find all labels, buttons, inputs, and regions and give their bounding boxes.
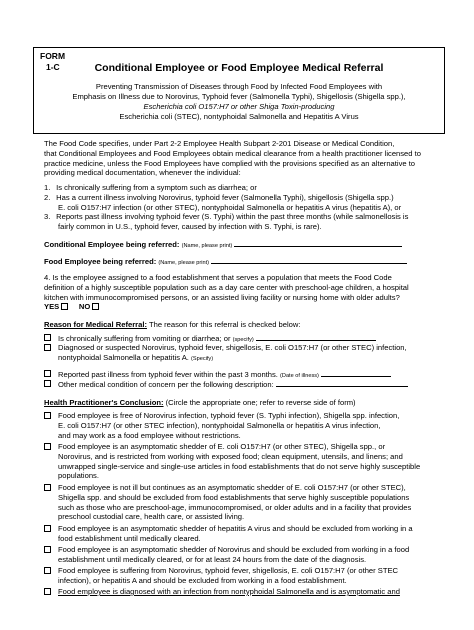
yes-no-row: [44, 302, 448, 312]
conclusion-item: Food employee is free of Norovirus infection, typhoid fever (S. Typhi infection), Shigella spp. infection, E. coli O157:H7 (or other STEC infection), nontyphoidal Salmonella or hepatitis A virus infection, and may work as a food employee without restrictions.: [44, 411, 448, 440]
conclusion-checkbox[interactable]: [44, 525, 51, 532]
page-title: Conditional Employee or Food Employee Medical Referral: [94, 62, 384, 74]
conclusion-checkbox[interactable]: [44, 412, 51, 419]
referral-item: Diagnosed or suspected Norovirus, typhoid fever, shigellosis, E. coli O157:H7 (or other STEC) infection, nontyphoidal Salmonella or hepatitis A. (Specify): [44, 343, 448, 365]
form-label: FORM: [40, 51, 66, 61]
intro-line: The Food Code specifies, under Part 2-2 Employee Health Subpart 2-201 Disease or Medical Condition,: [44, 139, 395, 148]
condition-item: fairly common in U.S., typhoid fever, caused by infection with S. Typhi, is rare).: [58, 222, 322, 232]
conclusion-heading-text: (Circle the appropriate one; refer to reverse side of form): [165, 398, 356, 407]
intro-line: providing medical documentation, whenever the individual:: [44, 168, 241, 178]
yes-checkbox[interactable]: [61, 303, 68, 310]
subtitle-line: Preventing Transmission of Diseases through Food by Infected Food Employees with: [95, 82, 383, 91]
referral-item: Other medical condition of concern per the following description:: [44, 379, 448, 390]
conclusion-heading-label: Health Practitioner's Conclusion:: [44, 398, 164, 407]
conditional-employee-field: [44, 239, 448, 252]
referral-checkbox[interactable]: [44, 370, 51, 377]
condition-item: 2. Has a current illness involving Norovirus, typhoid fever (Salmonella Typhi), shigellosis (Shigella spp.): [44, 192, 394, 202]
conditions-list: [44, 183, 448, 232]
referral-item: Reported past illness from typhoid fever within the past 3 months. (Date of illness): [44, 369, 448, 382]
condition-item: 1. Is chronically suffering from a symptom such as diarrhea; or: [44, 183, 257, 192]
question-line: 4. Is the employee assigned to a food establishment that serves a population that meets the Food Code: [44, 273, 392, 282]
intro-paragraph: [44, 139, 448, 178]
intro-line: practice medicine, unless the Food Employees have complied with the provisions specified as an alternative to: [44, 158, 416, 168]
conclusion-item: Food employee is diagnosed with an infection from nontyphoidal Salmonella and is asymptomatic and: [44, 587, 448, 597]
question-line: kitchen with immunocompromised persons, or an assisted living facility or nursing home with older adults?: [44, 292, 400, 302]
no-checkbox[interactable]: [92, 303, 99, 310]
question-line: definition of a highly susceptible population such as a day care center with preschool-age children, a hospital: [44, 282, 409, 292]
question-4: [44, 273, 448, 312]
conclusion-item: Food employee is an asymptomatic shedder of E. coli O157:H7 (or other STEC), Shigella spp., or Norovirus, and is restricted from working with exposed food; clean equipment, utensils, and linens; and unwrapped single-service and single-use articles in food establishments that do not serve highly susceptible populations.: [44, 442, 448, 481]
condition-item: 3. Reports past illness involving typhoid fever (S. Typhi) within the past three months (while salmonellosis is: [44, 212, 409, 222]
food-employee-field: [44, 256, 448, 269]
referral-heading: [44, 320, 448, 330]
food-employee-label: Food Employee being referred:: [44, 257, 157, 266]
referral-checkbox[interactable]: [44, 344, 51, 351]
intro-line: that Conditional Employees and Food Employees obtain medical clearance from a health practitioner licensed to: [44, 148, 421, 158]
field-hint: (Name, please print): [158, 260, 210, 266]
subtitle-line: Emphasis on Illness due to Norovirus, Typhoid fever (Salmonella Typhi), Shigellosis (Shigella spp.),: [72, 92, 406, 101]
conclusion-item: Food employee is an asymptomatic shedder of hepatitis A virus and should be excluded from working in a food establishment until medically cleared.: [44, 524, 448, 544]
conclusion-checkbox[interactable]: [44, 484, 51, 491]
specify-input[interactable]: [256, 333, 376, 341]
subtitle-line: Escherichia coli (STEC), nontyphoidal Salmonella and Hepatitis A Virus: [119, 112, 359, 121]
field-hint: (Name, please print): [181, 243, 233, 249]
date-of-illness-input[interactable]: [321, 369, 391, 377]
conditional-employee-label: Conditional Employee being referred:: [44, 240, 180, 249]
form-subtitle: [44, 82, 434, 122]
description-input[interactable]: [276, 379, 408, 387]
conclusion-heading: [44, 398, 448, 408]
conclusion-item: Food employee is an asymptomatic shedder of Norovirus and should be excluded from working in a food establishment until medically cleared, or for at least 24 hours from the date of the diagnosis.: [44, 545, 448, 565]
conclusion-checkbox[interactable]: [44, 567, 51, 574]
conclusion-checkbox[interactable]: [44, 546, 51, 553]
form-code: 1-C: [46, 62, 60, 72]
food-employee-name-input[interactable]: [211, 256, 407, 264]
subtitle-line: Escherichia coli O157:H7 or other Shiga Toxin-producing: [143, 102, 335, 111]
yes-label: YES: [44, 302, 60, 312]
no-label: NO: [78, 302, 91, 312]
referral-checkbox[interactable]: [44, 380, 51, 387]
referral-item: Is chronically suffering from vomiting or diarrhea; or (specify): [44, 333, 448, 346]
conclusion-checkbox[interactable]: [44, 588, 51, 595]
conditional-employee-name-input[interactable]: [234, 239, 402, 247]
conclusion-item: Food employee is suffering from Norovirus, typhoid fever, shigellosis, E. coli O157:H7 (or other STEC infection), or hepatitis A and should be excluded from working in a food establishment.: [44, 566, 448, 586]
referral-heading-text: The reason for this referral is checked below:: [148, 320, 301, 329]
condition-item: E. coli O157:H7 infection (or other STEC), nontyphoidal Salmonella or hepatitis A virus (hepatitis A), or: [58, 202, 402, 212]
referral-heading-label: Reason for Medical Referral:: [44, 320, 147, 329]
referral-checkbox[interactable]: [44, 334, 51, 341]
conclusion-checkbox[interactable]: [44, 443, 51, 450]
form-header-box: [33, 47, 445, 134]
conclusion-item: Food employee is not ill but continues as an asymptomatic shedder of E. coli O157:H7 (or other STEC), Shigella spp. and should be excluded from food establishments that serve highly susceptible populations such as those who are preschool-age, immunocompromised, or older adults and in a facility that provides preschool custodial care, health care, or assisted living.: [44, 483, 448, 522]
